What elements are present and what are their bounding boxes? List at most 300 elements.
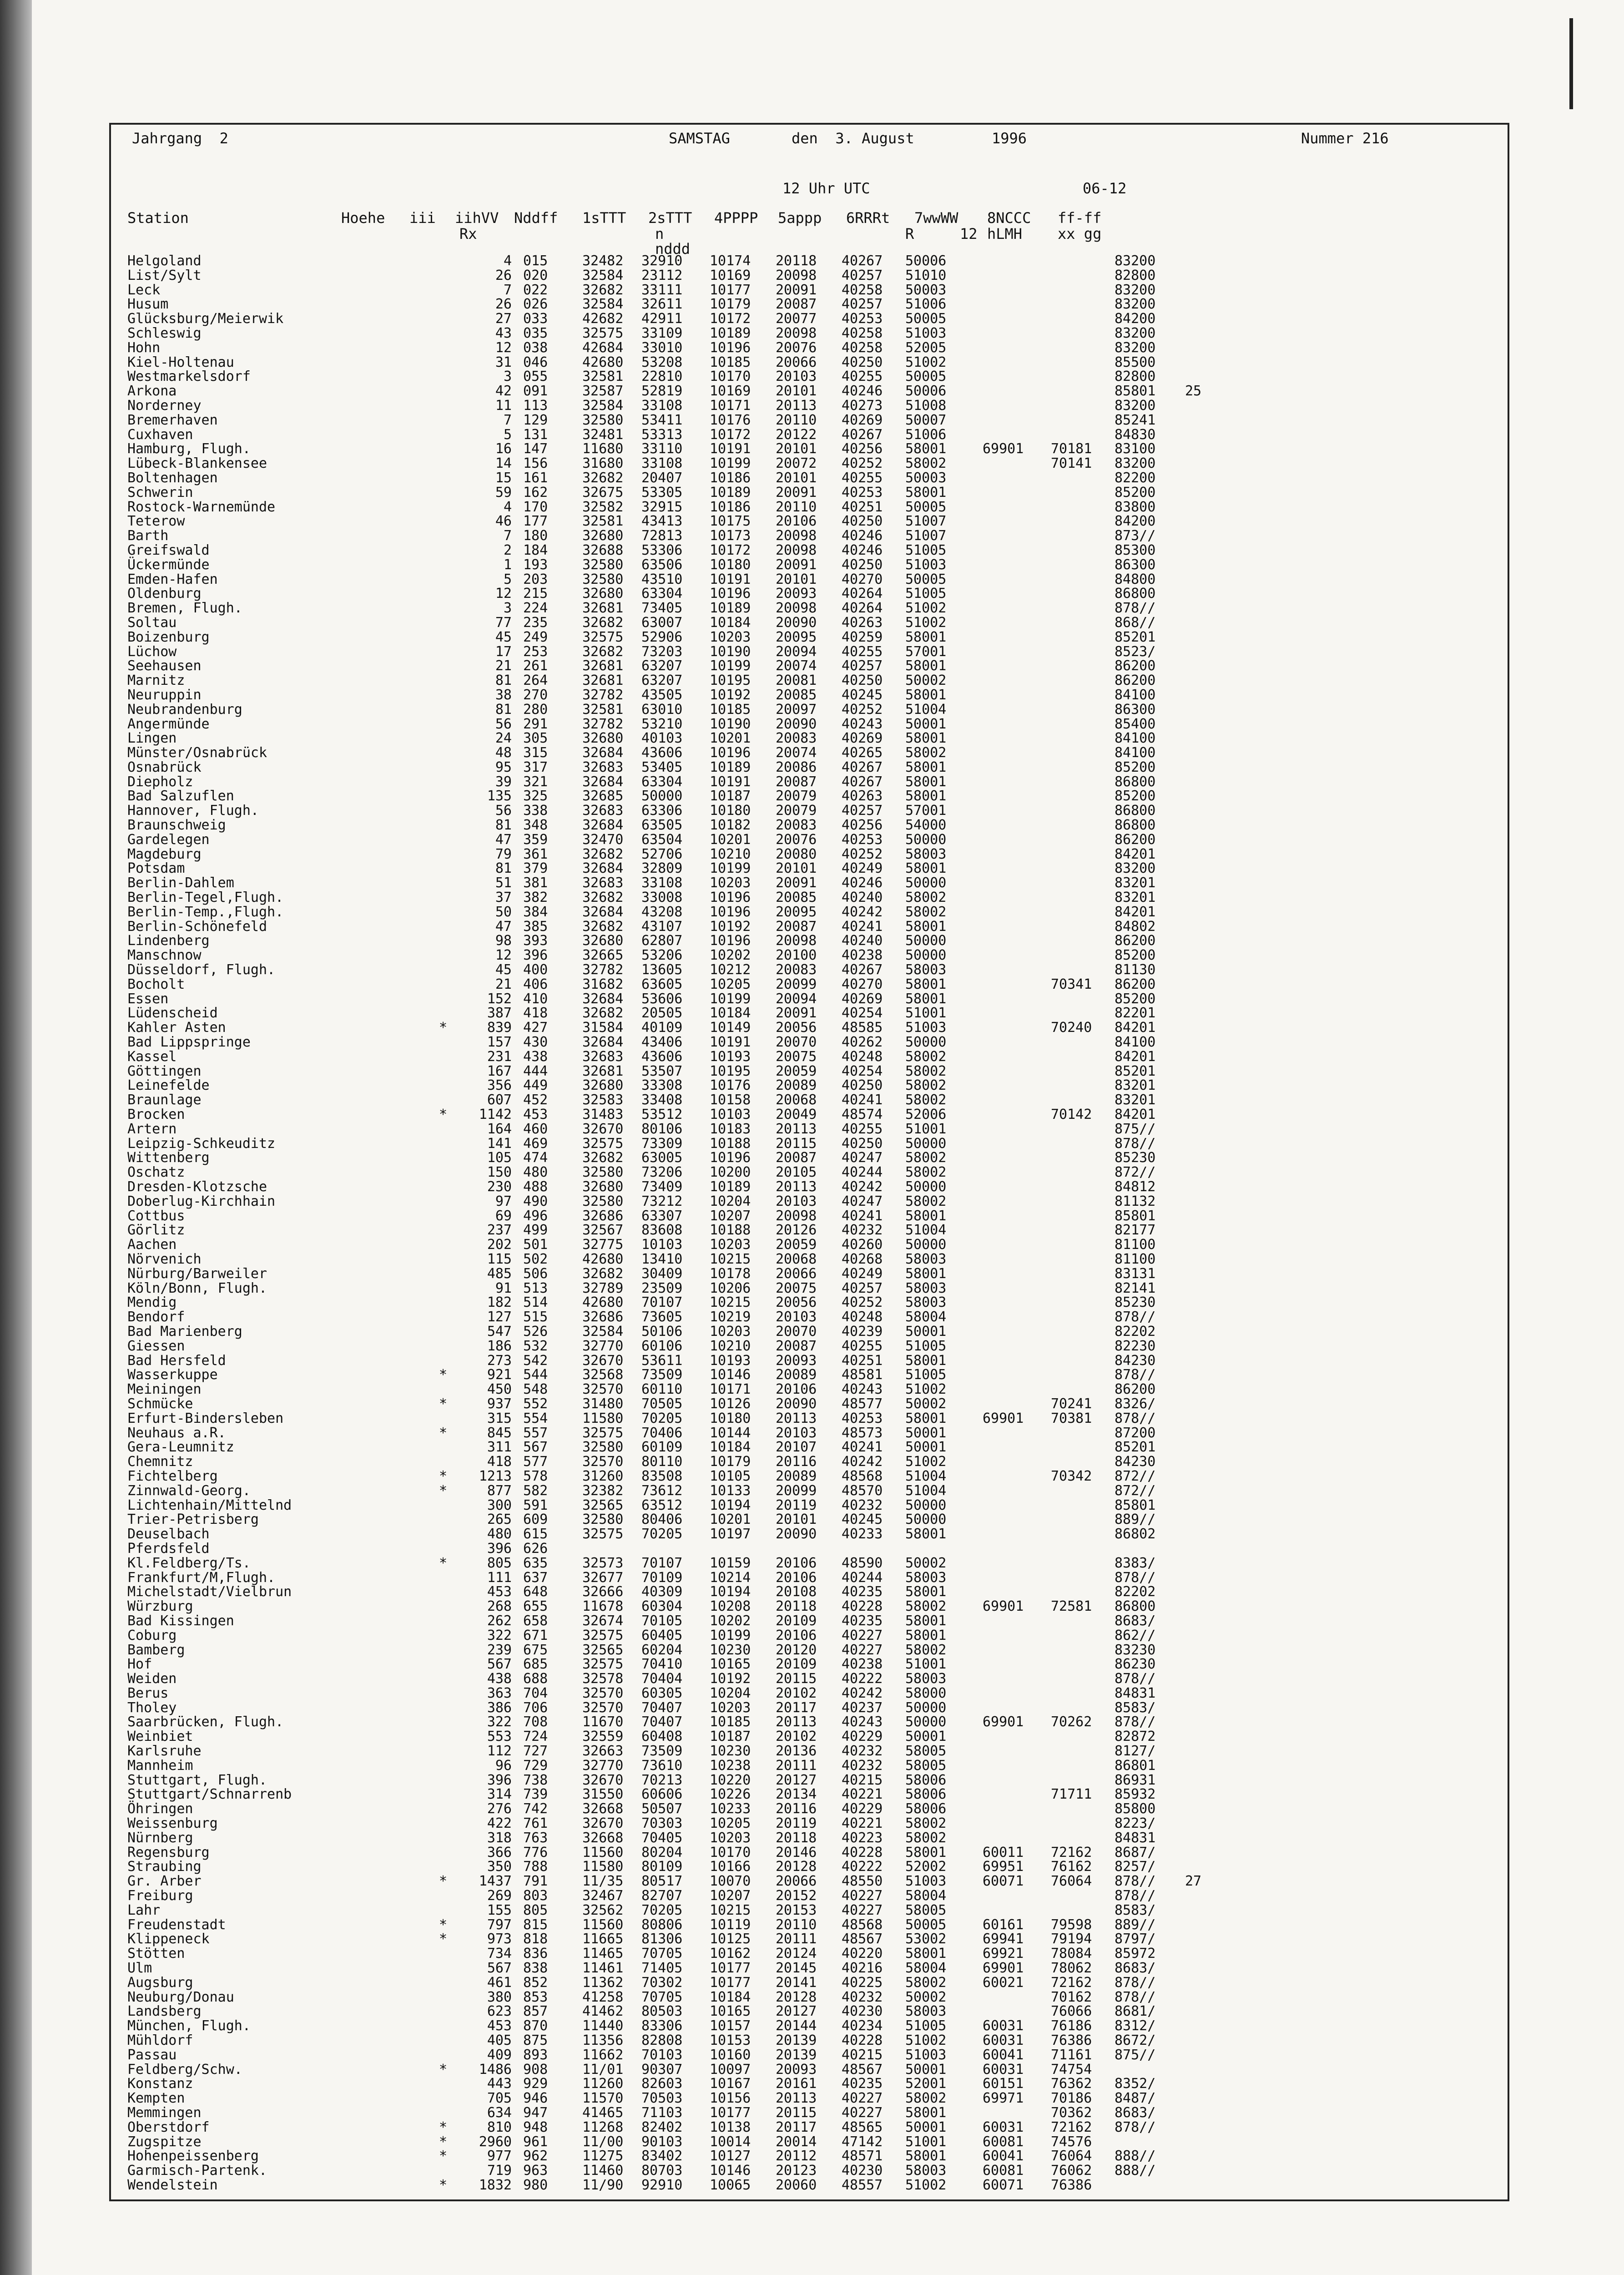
station-id: 270 (523, 688, 548, 703)
group-1sttt: 10188 (710, 1223, 751, 1238)
group-1sttt: 10186 (710, 471, 751, 485)
group-1sttt: 10186 (710, 500, 751, 515)
group-4pppp: 40258 (842, 326, 883, 341)
station-id: 655 (523, 1599, 548, 1614)
elevation: 921 (446, 1368, 512, 1382)
group-2sttt: 20098 (776, 934, 817, 948)
group-4pppp: 40264 (842, 601, 883, 616)
station-id: 513 (523, 1281, 548, 1296)
group-2sttt: 20087 (776, 1339, 817, 1354)
station-id: 317 (523, 760, 548, 775)
group-5appp: 51002 (905, 1455, 946, 1469)
station-id: 321 (523, 775, 548, 789)
group-1sttt: 10191 (710, 775, 751, 789)
group-2sttt: 20128 (776, 1990, 817, 2005)
group-1sttt: 10172 (710, 312, 751, 326)
group-8nccc: 86200 (1115, 1382, 1155, 1397)
group-5appp: 51004 (905, 1469, 946, 1484)
station-name: Augsburg (127, 1976, 193, 1990)
group-2sttt: 20119 (776, 1816, 817, 1831)
station-name: Feldberg/Schw. (127, 2063, 242, 2077)
group-2sttt: 20106 (776, 514, 817, 529)
station-name: Stuttgart, Flugh. (127, 1773, 267, 1788)
group-6rrrt: 60031 (983, 2120, 1024, 2135)
mountain-marker: * (439, 2135, 447, 2149)
group-2sttt: 20145 (776, 1961, 817, 1976)
group-8nccc: 85300 (1115, 543, 1155, 558)
station-name: Neuruppin (127, 688, 202, 703)
group-1sttt: 10205 (710, 977, 751, 992)
gust-ff: 25 (1185, 384, 1201, 399)
station-id: 685 (523, 1657, 548, 1672)
group-iihvv: 11560 (582, 1918, 623, 1932)
group-5appp: 52005 (905, 341, 946, 355)
group-1sttt: 10194 (710, 1585, 751, 1599)
group-8nccc: 84230 (1115, 1455, 1155, 1469)
group-5appp: 58002 (905, 1831, 946, 1845)
group-8nccc: 85201 (1115, 1440, 1155, 1455)
group-iihvv: 11362 (582, 1976, 623, 1990)
group-iihvv: 11440 (582, 2019, 623, 2033)
group-6rrrt: 69901 (983, 1411, 1024, 1426)
group-1sttt: 10167 (710, 2077, 751, 2091)
elevation: 4 (446, 500, 512, 515)
group-iihvv: 32584 (582, 297, 623, 312)
group-5appp: 58002 (905, 1976, 946, 1990)
group-iihvv: 32581 (582, 369, 623, 384)
group-nddff: 40109 (641, 1021, 682, 1035)
group-2sttt: 20093 (776, 586, 817, 601)
station-name: Bad Lippspringe (127, 1035, 251, 1050)
mountain-marker: * (439, 1426, 447, 1441)
group-iihvv: 32482 (582, 254, 623, 268)
group-8nccc: 83200 (1115, 341, 1155, 355)
group-4pppp: 40267 (842, 775, 883, 789)
group-1sttt: 10196 (710, 586, 751, 601)
elevation: 105 (446, 1151, 512, 1165)
station-id: 224 (523, 601, 548, 616)
group-iihvv: 32782 (582, 688, 623, 703)
group-iihvv: 32688 (582, 543, 623, 558)
group-1sttt: 10202 (710, 1614, 751, 1628)
station-id: 870 (523, 2019, 548, 2033)
group-2sttt: 20060 (776, 2178, 817, 2193)
group-2sttt: 20110 (776, 1918, 817, 1932)
group-1sttt: 10196 (710, 890, 751, 905)
group-5appp: 50005 (905, 500, 946, 515)
group-8nccc: 83100 (1115, 442, 1155, 456)
group-8nccc: 86931 (1115, 1773, 1155, 1788)
group-8nccc: 82800 (1115, 369, 1155, 384)
group-8nccc: 83131 (1115, 1267, 1155, 1281)
col-nddff: Nddff (514, 209, 558, 227)
group-2sttt: 20098 (776, 529, 817, 543)
group-8nccc: 81132 (1115, 1194, 1155, 1209)
group-2sttt: 20115 (776, 2106, 817, 2120)
group-iihvv: 32682 (582, 1267, 623, 1281)
station-name: Artern (127, 1122, 177, 1137)
group-4pppp: 40253 (842, 485, 883, 500)
station-name: Würzburg (127, 1599, 193, 1614)
elevation: 845 (446, 1426, 512, 1441)
group-8nccc: 875// (1115, 2048, 1155, 2063)
group-8nccc: 878// (1115, 1672, 1155, 1686)
station-id: 738 (523, 1773, 548, 1788)
elevation: 43 (446, 326, 512, 341)
station-name: Soltau (127, 616, 177, 630)
mountain-marker: * (439, 1021, 447, 1035)
station-id: 675 (523, 1643, 548, 1658)
group-1sttt: 10187 (710, 789, 751, 804)
station-name: Hohn (127, 341, 160, 355)
station-id: 514 (523, 1295, 548, 1310)
station-name: Rostock-Warnemünde (127, 500, 275, 515)
station-id: 410 (523, 992, 548, 1006)
group-nddff: 70404 (641, 1672, 682, 1686)
group-8nccc: 86200 (1115, 934, 1155, 948)
station-name: Gr. Arber (127, 1874, 202, 1889)
group-8nccc: 83200 (1115, 326, 1155, 341)
elevation: 152 (446, 992, 512, 1006)
group-8nccc: 85230 (1115, 1151, 1155, 1165)
group-5appp: 58001 (905, 1614, 946, 1628)
group-4pppp: 40245 (842, 1512, 883, 1527)
group-nddff: 33108 (641, 399, 682, 413)
group-5appp: 58002 (905, 1194, 946, 1209)
group-1sttt: 10203 (710, 876, 751, 890)
group-iihvv: 32789 (582, 1281, 623, 1296)
group-iihvv: 11465 (582, 1946, 623, 1961)
group-2sttt: 20066 (776, 1874, 817, 1889)
group-1sttt: 10185 (710, 355, 751, 370)
group-5appp: 50003 (905, 471, 946, 485)
station-name: Schleswig (127, 326, 202, 341)
station-name: Zugspitze (127, 2135, 202, 2149)
group-6rrrt: 60081 (983, 2164, 1024, 2178)
mountain-marker: * (439, 1918, 447, 1932)
station-id: 688 (523, 1672, 548, 1686)
group-iihvv: 32684 (582, 992, 623, 1006)
group-1sttt: 10184 (710, 1006, 751, 1021)
group-8nccc: 8223/ (1115, 1816, 1155, 1831)
group-5appp: 51002 (905, 2178, 946, 2193)
elevation: 45 (446, 963, 512, 977)
group-1sttt: 10201 (710, 1512, 751, 1527)
group-5appp: 50002 (905, 1990, 946, 2005)
group-nddff: 33110 (641, 442, 682, 456)
group-nddff: 60304 (641, 1599, 682, 1614)
group-nddff: 60204 (641, 1643, 682, 1658)
station-name: Mühldorf (127, 2033, 193, 2048)
group-1sttt: 10146 (710, 1368, 751, 1382)
group-1sttt: 10196 (710, 746, 751, 760)
station-name: Erfurt-Bindersleben (127, 1411, 283, 1426)
mountain-marker: * (439, 1469, 447, 1484)
group-iihvv: 32684 (582, 905, 623, 920)
group-7wwww: 70240 (1051, 1021, 1092, 1035)
station-name: Braunschweig (127, 818, 226, 833)
station-id: 853 (523, 1990, 548, 2005)
group-nddff: 33109 (641, 326, 682, 341)
col-8nccc: 8NCCC (987, 209, 1031, 227)
group-5appp: 51003 (905, 1874, 946, 1889)
group-nddff: 33108 (641, 876, 682, 890)
group-8nccc: 84831 (1115, 1831, 1155, 1845)
group-nddff: 80110 (641, 1455, 682, 1469)
group-7wwww: 71161 (1051, 2048, 1092, 2063)
station-name: Dresden-Klotzsche (127, 1180, 267, 1194)
group-iihvv: 32681 (582, 673, 623, 688)
group-4pppp: 40244 (842, 1165, 883, 1180)
group-4pppp: 40242 (842, 905, 883, 920)
group-nddff: 63007 (641, 616, 682, 630)
group-iihvv: 32680 (582, 1078, 623, 1093)
station-name: Cuxhaven (127, 428, 193, 442)
station-name: Passau (127, 2048, 177, 2063)
group-5appp: 51002 (905, 2033, 946, 2048)
elevation: 300 (446, 1498, 512, 1513)
group-1sttt: 10190 (710, 717, 751, 732)
group-2sttt: 20090 (776, 616, 817, 630)
group-8nccc: 878// (1115, 1976, 1155, 1990)
station-id: 235 (523, 616, 548, 630)
group-1sttt: 10206 (710, 1281, 751, 1296)
group-1sttt: 10179 (710, 297, 751, 312)
group-iihvv: 32565 (582, 1498, 623, 1513)
group-nddff: 73212 (641, 1194, 682, 1209)
group-nddff: 63207 (641, 659, 682, 673)
group-4pppp: 40270 (842, 977, 883, 992)
group-nddff: 73309 (641, 1137, 682, 1151)
group-1sttt: 10177 (710, 1976, 751, 1990)
station-id: 026 (523, 297, 548, 312)
elevation: 81 (446, 703, 512, 717)
group-8nccc: 84802 (1115, 920, 1155, 934)
station-name: Stuttgart/Schnarrenb (127, 1787, 292, 1802)
station-id: 739 (523, 1787, 548, 1802)
group-5appp: 51003 (905, 2048, 946, 2063)
group-2sttt: 20106 (776, 1556, 817, 1571)
group-2sttt: 20099 (776, 977, 817, 992)
group-iihvv: 11460 (582, 2164, 623, 2178)
group-4pppp: 40267 (842, 760, 883, 775)
group-2sttt: 20101 (776, 572, 817, 587)
group-4pppp: 40227 (842, 1889, 883, 1903)
group-1sttt: 10175 (710, 514, 751, 529)
group-nddff: 70107 (641, 1556, 682, 1571)
elevation: 27 (446, 312, 512, 326)
elevation: 409 (446, 2048, 512, 2063)
group-iihvv: 32587 (582, 384, 623, 399)
elevation: 79 (446, 847, 512, 862)
group-5appp: 58004 (905, 1310, 946, 1325)
group-4pppp: 40263 (842, 616, 883, 630)
station-id: 908 (523, 2063, 548, 2077)
station-id: 038 (523, 341, 548, 355)
group-1sttt: 10230 (710, 1643, 751, 1658)
group-7wwww: 76064 (1051, 1874, 1092, 1889)
group-1sttt: 10203 (710, 1238, 751, 1252)
group-4pppp: 40257 (842, 804, 883, 818)
station-name: Deuselbach (127, 1527, 210, 1542)
group-2sttt: 20101 (776, 442, 817, 456)
station-id: 113 (523, 399, 548, 413)
group-nddff: 80109 (641, 1860, 682, 1874)
group-5appp: 58002 (905, 1078, 946, 1093)
elevation: 318 (446, 1831, 512, 1845)
station-name: Nürnberg (127, 1831, 193, 1845)
station-id: 557 (523, 1426, 548, 1441)
group-2sttt: 20111 (776, 1759, 817, 1773)
station-id: 490 (523, 1194, 548, 1209)
group-4pppp: 40215 (842, 1773, 883, 1788)
group-4pppp: 40267 (842, 963, 883, 977)
group-1sttt: 10203 (710, 1325, 751, 1339)
station-id: 506 (523, 1267, 548, 1281)
group-iihvv: 31483 (582, 1107, 623, 1122)
group-8nccc: 85200 (1115, 992, 1155, 1006)
group-5appp: 58002 (905, 905, 946, 920)
station-name: Leinefelde (127, 1078, 210, 1093)
group-4pppp: 40252 (842, 703, 883, 717)
station-id: 648 (523, 1585, 548, 1599)
station-name: Oschatz (127, 1165, 185, 1180)
group-1sttt: 10207 (710, 1889, 751, 1903)
group-iihvv: 42680 (582, 355, 623, 370)
group-iihvv: 32675 (582, 485, 623, 500)
group-iihvv: 11461 (582, 1961, 623, 1976)
group-8nccc: 8127/ (1115, 1744, 1155, 1759)
group-8nccc: 85200 (1115, 760, 1155, 775)
group-5appp: 50000 (905, 1701, 946, 1715)
group-4pppp: 48573 (842, 1426, 883, 1441)
station-name: Bad Kissingen (127, 1614, 234, 1628)
sub-hlmh: hLMH (987, 225, 1022, 243)
group-7wwww: 78062 (1051, 1961, 1092, 1976)
group-iihvv: 32565 (582, 1643, 623, 1658)
station-name: Klippeneck (127, 1932, 210, 1946)
elevation: 31 (446, 355, 512, 370)
station-id: 033 (523, 312, 548, 326)
group-5appp: 51002 (905, 616, 946, 630)
elevation: 5 (446, 572, 512, 587)
group-8nccc: 83201 (1115, 876, 1155, 890)
group-1sttt: 10189 (710, 485, 751, 500)
group-1sttt: 10182 (710, 818, 751, 833)
group-5appp: 50001 (905, 1426, 946, 1441)
group-4pppp: 40229 (842, 1729, 883, 1744)
group-5appp: 58004 (905, 1961, 946, 1976)
group-5appp: 50006 (905, 254, 946, 268)
station-id: 615 (523, 1527, 548, 1542)
elevation: 265 (446, 1512, 512, 1527)
group-iihvv: 31550 (582, 1787, 623, 1802)
group-iihvv: 32584 (582, 268, 623, 283)
group-2sttt: 20113 (776, 1180, 817, 1194)
elevation: 42 (446, 384, 512, 399)
group-4pppp: 40238 (842, 1657, 883, 1672)
group-8nccc: 8672/ (1115, 2033, 1155, 2048)
group-2sttt: 20119 (776, 1498, 817, 1513)
group-8nccc: 83200 (1115, 399, 1155, 413)
group-8nccc: 81130 (1115, 963, 1155, 977)
group-nddff: 70503 (641, 2091, 682, 2106)
page-binding-shadow (0, 0, 32, 2275)
station-name: Teterow (127, 514, 185, 529)
group-2sttt: 20113 (776, 1715, 817, 1729)
group-nddff: 33008 (641, 890, 682, 905)
group-4pppp: 40254 (842, 1006, 883, 1021)
group-1sttt: 10172 (710, 543, 751, 558)
group-1sttt: 10208 (710, 1599, 751, 1614)
group-nddff: 63304 (641, 586, 682, 601)
elevation: 21 (446, 977, 512, 992)
group-4pppp: 40240 (842, 890, 883, 905)
group-2sttt: 20101 (776, 1512, 817, 1527)
group-iihvv: 32575 (582, 1628, 623, 1643)
group-iihvv: 32775 (582, 1238, 623, 1252)
group-iihvv: 32580 (582, 1194, 623, 1209)
elevation: 453 (446, 1585, 512, 1599)
group-2sttt: 20059 (776, 1064, 817, 1079)
group-nddff: 73605 (641, 1310, 682, 1325)
group-4pppp: 40225 (842, 1976, 883, 1990)
station-name: Nürburg/Barweiler (127, 1267, 267, 1281)
group-8nccc: 84201 (1115, 1050, 1155, 1064)
group-2sttt: 20134 (776, 1787, 817, 1802)
station-id: 249 (523, 630, 548, 645)
group-iihvv: 32559 (582, 1729, 623, 1744)
station-id: 359 (523, 833, 548, 847)
group-nddff: 52906 (641, 630, 682, 645)
group-nddff: 92910 (641, 2178, 682, 2193)
group-4pppp: 40267 (842, 428, 883, 442)
group-5appp: 50000 (905, 934, 946, 948)
station-id: 315 (523, 746, 548, 760)
group-8nccc: 85932 (1115, 1787, 1155, 1802)
group-1sttt: 10158 (710, 1093, 751, 1107)
elevation: 202 (446, 1238, 512, 1252)
group-8nccc: 8326/ (1115, 1397, 1155, 1411)
group-1sttt: 10070 (710, 1874, 751, 1889)
group-iihvv: 11570 (582, 2091, 623, 2106)
group-5appp: 51003 (905, 558, 946, 572)
group-5appp: 58001 (905, 1845, 946, 1860)
station-id: 193 (523, 558, 548, 572)
station-id: 055 (523, 369, 548, 384)
station-id: 203 (523, 572, 548, 587)
group-8nccc: 889// (1115, 1512, 1155, 1527)
group-4pppp: 47142 (842, 2135, 883, 2149)
station-name: Leck (127, 283, 160, 298)
group-iihvv: 32680 (582, 529, 623, 543)
group-iihvv: 32481 (582, 428, 623, 442)
group-8nccc: 878// (1115, 1368, 1155, 1382)
group-4pppp: 48581 (842, 1368, 883, 1382)
group-8nccc: 878// (1115, 1874, 1155, 1889)
group-iihvv: 32684 (582, 861, 623, 876)
station-name: Leipzig-Schkeuditz (127, 1137, 275, 1151)
group-nddff: 73610 (641, 1759, 682, 1773)
group-nddff: 43606 (641, 746, 682, 760)
station-id: 452 (523, 1093, 548, 1107)
group-4pppp: 40221 (842, 1816, 883, 1831)
group-1sttt: 10126 (710, 1397, 751, 1411)
group-2sttt: 20146 (776, 1845, 817, 1860)
station-name: Bamberg (127, 1643, 185, 1658)
group-2sttt: 20087 (776, 775, 817, 789)
group-4pppp: 40230 (842, 2004, 883, 2019)
